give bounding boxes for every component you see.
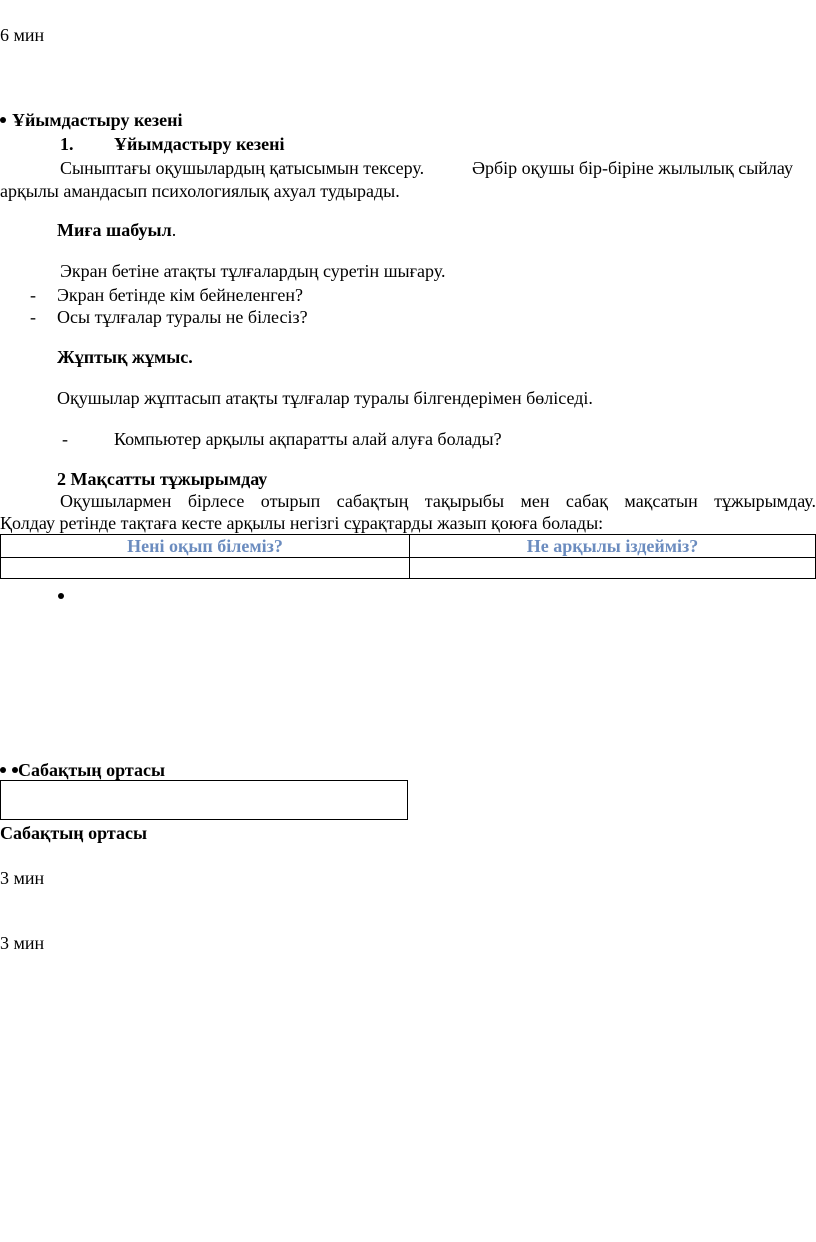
- time-label-top: 6 мин: [0, 25, 45, 45]
- bullet-icon: [58, 593, 64, 599]
- table-header-row: [1, 535, 816, 558]
- time-label: 3 мин: [0, 933, 45, 953]
- pair-work-heading: Жұптық жұмыс.: [57, 347, 193, 367]
- list-item: [62, 428, 68, 450]
- paragraph-line: Әрбір оқушы бір-біріне жылылық сыйлау: [472, 158, 793, 178]
- goal-line: Қолдау ретінде тақтаға кесте арқылы негізгі сұрақтарды жазып қоюға болады:: [0, 513, 604, 533]
- paragraph-text: Сыныптағы оқушылардың қатысымын тексеру.: [60, 158, 425, 178]
- bullet-icon: [0, 767, 6, 773]
- bullet-heading-middle: [0, 759, 165, 781]
- dash-marker: -: [30, 307, 36, 327]
- heading-text: Миға шабуыл: [57, 220, 172, 240]
- table-header-cell: Не арқылы іздейміз?: [410, 535, 816, 558]
- bullet-heading-organization: [0, 109, 182, 131]
- middle-heading: Сабақтың ортасы: [0, 823, 148, 843]
- dash-marker: -: [30, 285, 36, 305]
- list-item: [30, 284, 36, 306]
- table-row: [1, 558, 816, 579]
- list-item-text: Осы тұлғалар туралы не білесіз?: [57, 307, 308, 327]
- heading-text: Сабақтың ортасы: [18, 760, 166, 780]
- bullet-icon: [12, 767, 18, 773]
- table-header-cell: Нені оқып білеміз?: [1, 535, 410, 558]
- table-cell: [410, 558, 816, 579]
- goal-heading: 2 Мақсатты тұжырымдау: [57, 469, 268, 489]
- list-item: [30, 306, 36, 328]
- pair-work-text: Оқушылар жұптасып атақты тұлғалар туралы білгендерімен бөліседі.: [57, 388, 593, 408]
- table-cell: [1, 558, 410, 579]
- paragraph-line: арқылы амандасып психологиялық ахуал тудырады.: [0, 181, 400, 201]
- questions-table: [0, 534, 816, 579]
- list-number: 1.: [60, 134, 74, 154]
- time-label: 3 мин: [0, 868, 45, 888]
- list-item-text: Экран бетінде кім бейнеленген?: [57, 285, 303, 305]
- heading-text: Ұйымдастыру кезені: [114, 134, 285, 154]
- list-item-text: Компьютер арқылы ақпаратты алай алуға болады?: [114, 429, 502, 449]
- brainstorm-heading: [57, 219, 176, 241]
- empty-box: [0, 780, 408, 820]
- heading-dot: .: [171, 220, 177, 240]
- goal-line: [60, 490, 816, 512]
- goal-text: Оқушылармен бірлесе отырып сабақтың тақырыбы мен сабақ мақсатын тұжырымдау.: [60, 491, 816, 511]
- dash-marker: -: [62, 429, 68, 449]
- bullet-icon: [0, 117, 6, 123]
- heading-text: Ұйымдастыру кезені: [12, 110, 183, 130]
- empty-bullet: [58, 585, 70, 607]
- paragraph-line: [60, 157, 424, 179]
- brainstorm-intro: Экран бетіне атақты тұлғалардың суретін шығару.: [60, 261, 446, 281]
